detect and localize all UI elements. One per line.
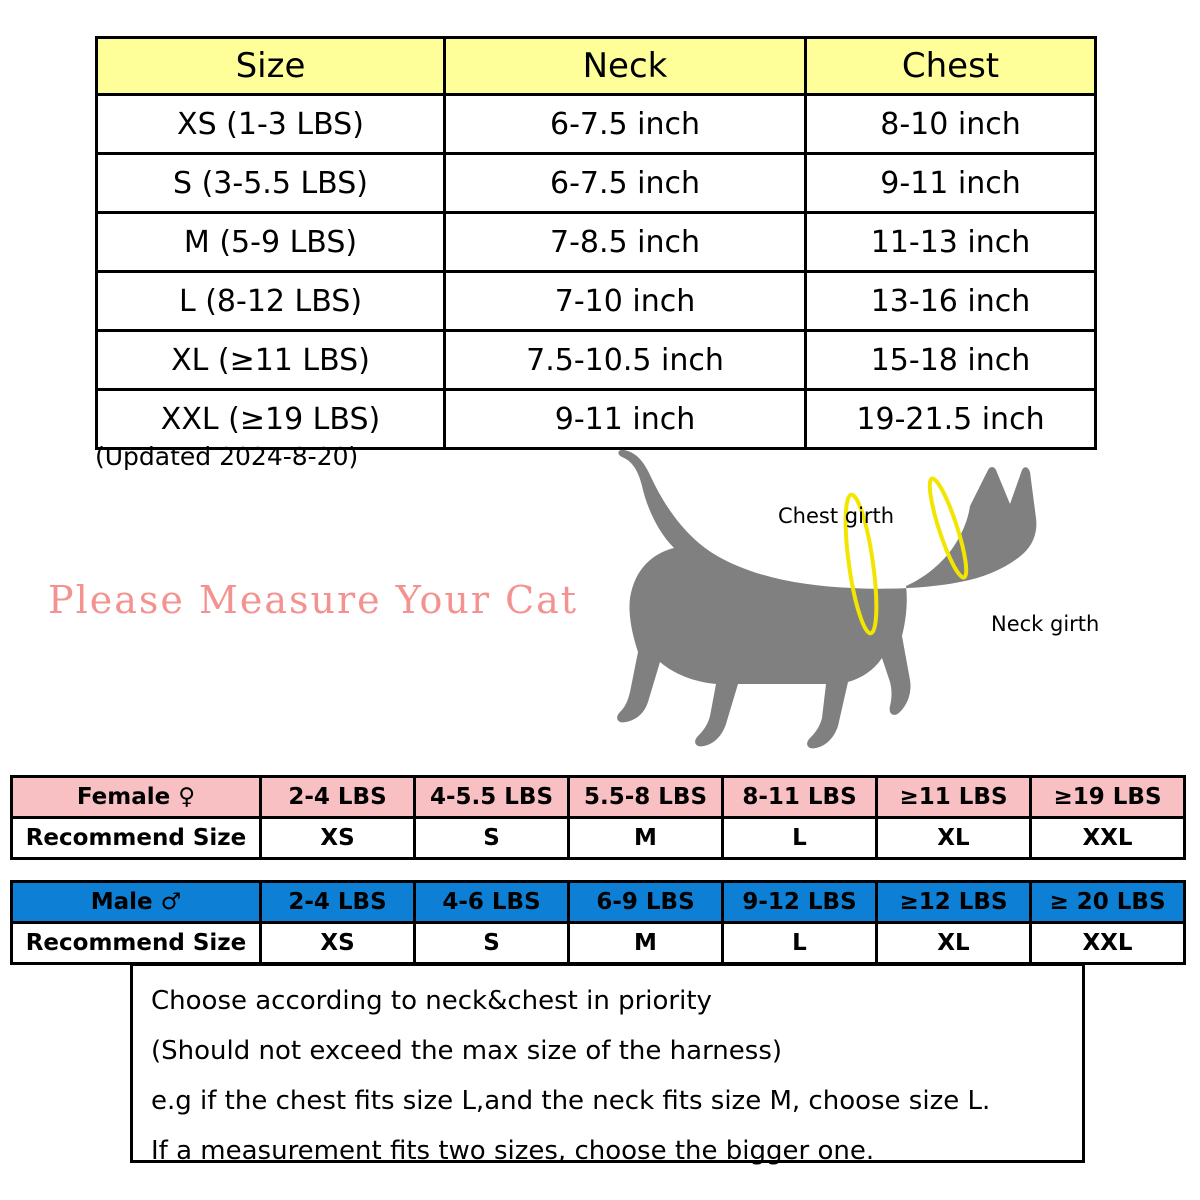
cell-size: M (5-9 LBS) bbox=[97, 213, 445, 272]
cell-size: S (3-5.5 LBS) bbox=[97, 154, 445, 213]
table-row bbox=[97, 213, 1096, 272]
male-recommend-table bbox=[10, 880, 1186, 965]
male-weight-cell: 4-6 LBS bbox=[415, 882, 569, 923]
note-line: Choose according to neck&chest in priority bbox=[151, 986, 712, 1016]
note-line: If a measurement fits two sizes, choose the bigger one. bbox=[151, 1136, 875, 1166]
guidance-note-box bbox=[130, 963, 1085, 1166]
size-chart-header-row bbox=[97, 38, 1096, 95]
cell-chest: 8-10 inch bbox=[806, 95, 1096, 154]
column-header-size: Size bbox=[97, 38, 445, 95]
male-weight-cell: ≥ 20 LBS bbox=[1031, 882, 1185, 923]
female-size-cell: XS bbox=[261, 818, 415, 859]
female-weight-cell: ≥19 LBS bbox=[1031, 777, 1185, 818]
cell-neck: 7-8.5 inch bbox=[445, 213, 806, 272]
female-size-cell: S bbox=[415, 818, 569, 859]
cell-chest: 13-16 inch bbox=[806, 272, 1096, 331]
female-title: Female ♀ bbox=[12, 777, 261, 818]
cell-size: XXL (≥19 LBS) bbox=[97, 390, 445, 449]
male-weight-cell: ≥12 LBS bbox=[877, 882, 1031, 923]
male-size-cell: S bbox=[415, 923, 569, 964]
cell-neck: 6-7.5 inch bbox=[445, 95, 806, 154]
cell-neck: 6-7.5 inch bbox=[445, 154, 806, 213]
chest-girth-label: Chest girth bbox=[778, 504, 895, 528]
table-row bbox=[97, 154, 1096, 213]
male-weight-cell: 9-12 LBS bbox=[723, 882, 877, 923]
male-recommend-label: Recommend Size bbox=[12, 923, 261, 964]
table-row bbox=[97, 272, 1096, 331]
female-size-cell: M bbox=[569, 818, 723, 859]
cat-illustration bbox=[590, 430, 1150, 775]
column-header-chest: Chest bbox=[806, 38, 1096, 95]
female-weight-cell: ≥11 LBS bbox=[877, 777, 1031, 818]
female-weight-cell: 4-5.5 LBS bbox=[415, 777, 569, 818]
female-size-row bbox=[12, 818, 1185, 859]
female-weight-row bbox=[12, 777, 1185, 818]
female-recommend-table bbox=[10, 775, 1186, 860]
female-weight-cell: 8-11 LBS bbox=[723, 777, 877, 818]
table-row bbox=[97, 95, 1096, 154]
male-size-cell: M bbox=[569, 923, 723, 964]
male-weight-row bbox=[12, 882, 1185, 923]
cell-chest: 9-11 inch bbox=[806, 154, 1096, 213]
cell-neck: 7.5-10.5 inch bbox=[445, 331, 806, 390]
cell-size: XS (1-3 LBS) bbox=[97, 95, 445, 154]
note-line: (Should not exceed the max size of the harness) bbox=[151, 1036, 783, 1066]
column-header-neck: Neck bbox=[445, 38, 806, 95]
page-title: Please Measure Your Cat bbox=[48, 578, 579, 622]
cell-size: L (8-12 LBS) bbox=[97, 272, 445, 331]
male-title: Male ♂ bbox=[12, 882, 261, 923]
table-row bbox=[97, 331, 1096, 390]
female-size-cell: L bbox=[723, 818, 877, 859]
female-size-cell: XXL bbox=[1031, 818, 1185, 859]
cell-chest: 15-18 inch bbox=[806, 331, 1096, 390]
cell-size: XL (≥11 LBS) bbox=[97, 331, 445, 390]
cell-neck: 7-10 inch bbox=[445, 272, 806, 331]
male-size-cell: XS bbox=[261, 923, 415, 964]
size-chart-table bbox=[95, 36, 1097, 450]
cell-chest: 19-21.5 inch bbox=[806, 390, 1096, 449]
male-size-cell: L bbox=[723, 923, 877, 964]
male-size-cell: XL bbox=[877, 923, 1031, 964]
female-recommend-label: Recommend Size bbox=[12, 818, 261, 859]
male-weight-cell: 6-9 LBS bbox=[569, 882, 723, 923]
updated-note: (Updated 2024-8-20) bbox=[95, 442, 359, 471]
female-weight-cell: 2-4 LBS bbox=[261, 777, 415, 818]
note-line: e.g if the chest fits size L,and the neck fits size M, choose size L. bbox=[151, 1086, 991, 1116]
male-weight-cell: 2-4 LBS bbox=[261, 882, 415, 923]
male-size-row bbox=[12, 923, 1185, 964]
female-size-cell: XL bbox=[877, 818, 1031, 859]
cell-chest: 11-13 inch bbox=[806, 213, 1096, 272]
cell-neck: 9-11 inch bbox=[445, 390, 806, 449]
neck-girth-label: Neck girth bbox=[991, 612, 1100, 636]
male-size-cell: XXL bbox=[1031, 923, 1185, 964]
female-weight-cell: 5.5-8 LBS bbox=[569, 777, 723, 818]
